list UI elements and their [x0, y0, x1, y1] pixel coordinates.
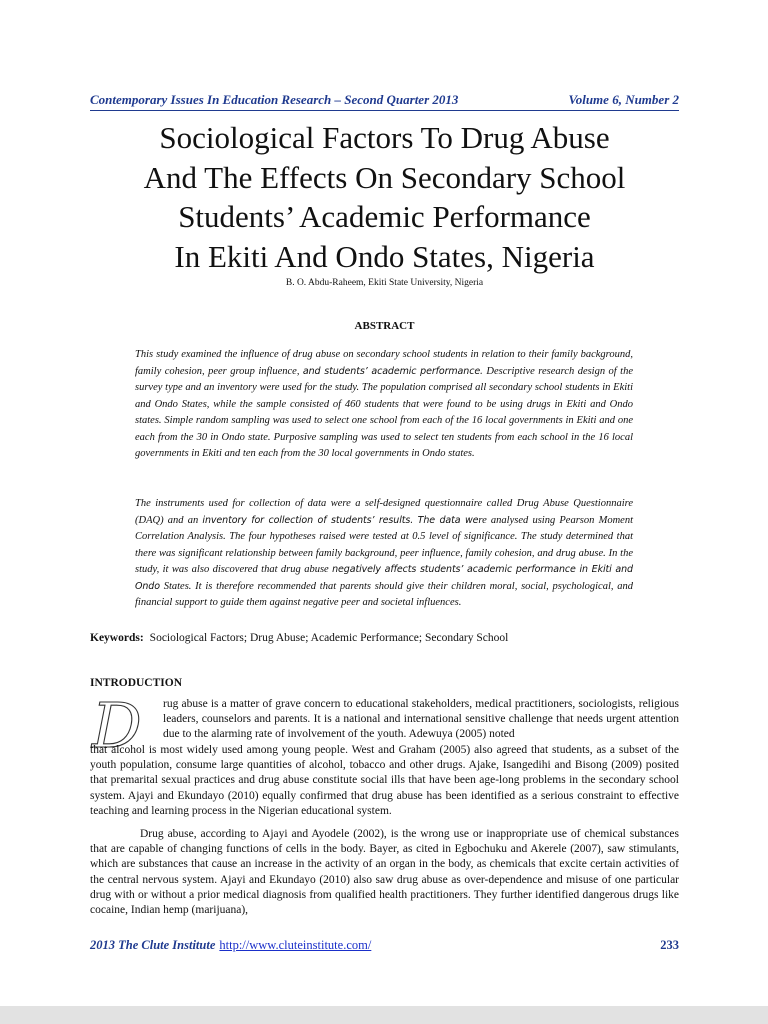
abstract-text-handwritten: inventory for collection of students’ results. The data we — [202, 514, 479, 526]
publisher-link[interactable]: http://www.cluteinstitute.com/ — [219, 938, 372, 952]
footer-copyright — [90, 938, 371, 953]
abstract-paragraph-2 — [135, 496, 633, 612]
viewer-bottom-strip — [0, 1006, 768, 1024]
volume-number: Volume 6, Number 2 — [568, 92, 679, 107]
abstract-text: The instruments used for collection of data were a self-designed questionnaire called Drug Abuse Questionnaire (DAQ) and an — [135, 498, 633, 526]
abstract-heading: ABSTRACT — [354, 320, 415, 332]
header-rule — [90, 110, 679, 111]
abstract-text: This study examined the influence of drug abuse on secondary school students in relation to their family background, family cohesion, peer group influence, — [135, 349, 633, 377]
page-footer — [90, 938, 679, 953]
introduction-heading: INTRODUCTION — [90, 677, 183, 689]
abstract-text-handwritten: and students’ academic performance. — [302, 365, 483, 377]
keywords — [90, 632, 679, 644]
dropcap-glyph: D — [92, 693, 142, 755]
keywords-text: Sociological Factors; Drug Abuse; Academic Performance; Secondary School — [149, 632, 509, 644]
abstract-paragraph-1 — [135, 347, 633, 463]
running-header — [90, 92, 679, 108]
title-line: Sociological Factors To Drug Abuse — [159, 120, 610, 155]
copyright-text: 2013 The Clute Institute — [90, 938, 216, 952]
keywords-label: Keywords: — [90, 632, 144, 644]
author-affiliation: B. O. Abdu-Raheem, Ekiti State University, Nigeria — [285, 278, 484, 288]
title-line: Students’ Academic Performance — [178, 199, 591, 234]
title-line: And The Effects On Secondary School — [143, 159, 626, 195]
intro-paragraph-1-start: rug abuse is a matter of grave concern to educational stakeholders, medical practitioners, sociologists, religious leaders, counselors and parents. It is a national and international sensitive challenge that needs urgent attention due to the alarming rate of involvement of the youth. Adewuya (2005) noted — [163, 698, 679, 741]
abstract-text: re analysed using Pearson Moment Correlation Analysis. The four hypotheses raised were tested at 0.5 level of significance. The study determined that there was significant relationship between family background, peer influence, family cohesion, and drug abuse. In the study, it was also discovered that drug abuse — [135, 514, 633, 575]
abstract-text: Descriptive research design of the survey type and an inventory were used for the study. The population comprised all secondary school students in Ekiti and Ondo States, while the sample consisted of 460 students that were found to be using drugs in Ekiti and Ondo states. Simple random sampling was used to select one school from each of the 16 local governments in Ekiti and one each from the 30 in Ondo state. Purposive sampling was used to select ten students from each school in the 16 local governments in Ekiti and ten each from the 30 local governments in Ondo states. — [135, 365, 633, 459]
intro-paragraph-1-rest: that alcohol is most widely used among young people. West and Graham (2005) also agreed that students, as a subset of the youth population, consume large quantities of alcohol, tobacco and other drugs. Ajake, Isangedihi and Bisong (2009) posited that premarital sexual practices and drug abuse constitute social ills that have been age-long problems in the secondary school system. Ajayi and Ekundayo (2010) equally confirmed that drug abuse has been identified as a serious constraint to effective teaching and learning process in the Nigerian educational system. — [90, 744, 679, 817]
title-line: In Ekiti And Ondo States, Nigeria — [174, 238, 595, 274]
page-number: 233 — [660, 938, 679, 952]
abstract-text: States. It is therefore recommended that parents should give their children moral, social, psychological, and financial support to guide them against negative peer and societal influences. — [135, 580, 633, 608]
abstract-text-handwritten: negatively affects students’ academic performance in Ekiti and Ondo — [135, 564, 633, 592]
journal-name: Contemporary Issues In Education Research – Second Quarter 2013 — [90, 92, 459, 107]
intro-paragraph-2: Drug abuse, according to Ajayi and Ayodele (2002), is the wrong use or inappropriate use of chemical substances that are capable of changing functions of cells in the body. Bayer, as cited in Egbochuku and Akerele (2007), saw stimulants, which are substances that cause an increase in the activity of an organ in the body, as chemicals that excite certain activities of the central nervous system. Ajayi and Ekundayo (2010) also saw drug abuse as over-dependence and misuse of one particular drug with or without a prior medical diagnosis from qualified health practitioners. They further identified dangerous drugs like cocaine, Indian hemp (marijuana), — [90, 828, 679, 917]
paper-title — [90, 118, 679, 276]
